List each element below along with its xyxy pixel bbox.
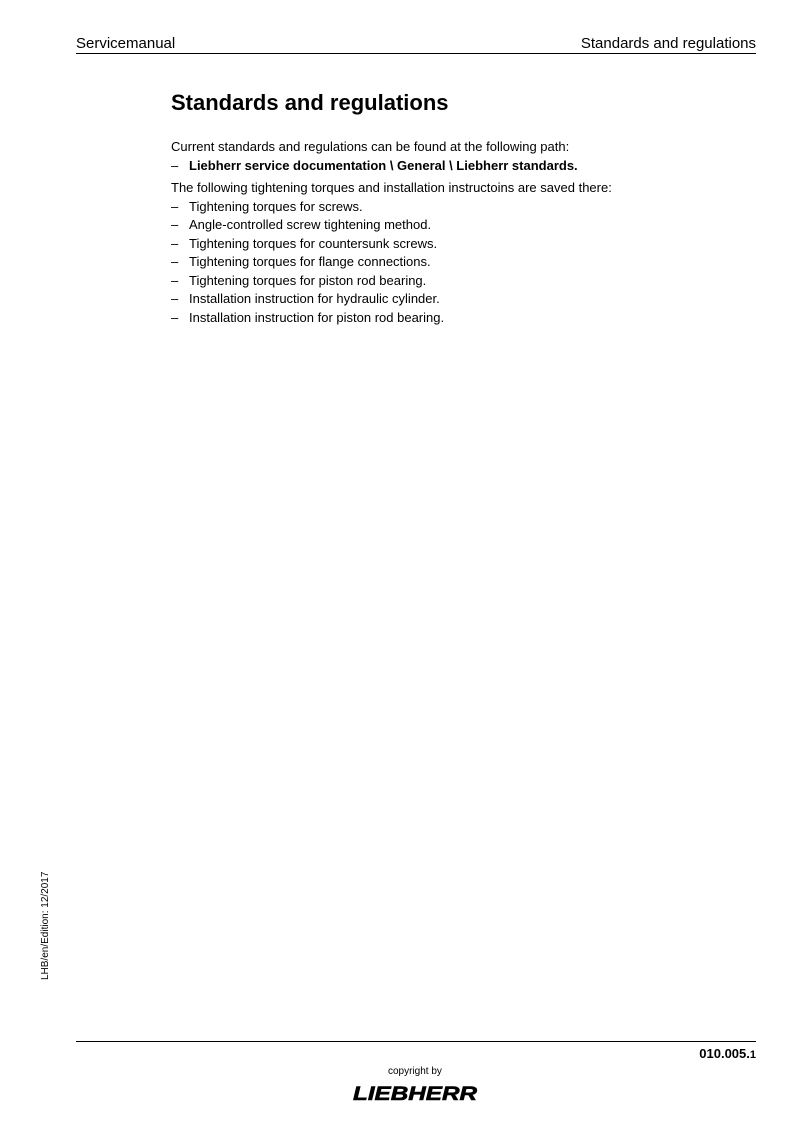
copyright-label: copyright by: [388, 1066, 442, 1077]
list-item: [171, 235, 731, 254]
path-list-item: [171, 157, 731, 176]
main-content: [171, 138, 731, 327]
dash-marker: –: [171, 291, 179, 306]
page-number: [699, 1046, 756, 1063]
list-item-text: Tightening torques for piston rod bearing.: [189, 272, 427, 288]
list-item: [171, 272, 731, 291]
list-item-text: Installation instruction for piston rod bearing.: [189, 309, 445, 325]
list-item-text: Installation instruction for hydraulic cylinder.: [189, 291, 440, 306]
header-manual-name: Servicemanual: [76, 35, 176, 52]
list-intro-paragraph: The following tightening torques and installation instructoins are saved there:: [171, 180, 612, 195]
dash-marker: –: [171, 198, 179, 214]
list-item: [171, 253, 731, 272]
footer-divider: [76, 1041, 756, 1042]
list-item-text: Angle-controlled screw tightening method.: [189, 217, 432, 232]
header-divider: [76, 53, 756, 54]
dash-marker: –: [171, 157, 179, 173]
dash-marker: –: [171, 309, 179, 325]
intro-paragraph: Current standards and regulations can be found at the following path:: [171, 139, 570, 154]
dash-marker: –: [171, 272, 179, 288]
logo-text: LIEBHERR: [353, 1084, 478, 1103]
list-item: [171, 198, 731, 217]
list-item: [171, 309, 731, 328]
page-number-sub: 1: [749, 1049, 756, 1061]
list-item-text: Tightening torques for flange connections.: [189, 254, 431, 269]
liebherr-logo: [352, 1083, 478, 1103]
page-title: Standards and regulations: [171, 90, 449, 115]
path-list: [171, 157, 731, 176]
edition-note: LHB/en/Edition: 12/2017: [40, 871, 51, 980]
list-item: [171, 290, 731, 309]
documentation-path: Liebherr service documentation \ General \ Liebherr standards.: [189, 157, 578, 173]
list-item: [171, 216, 731, 235]
list-item-text: Tightening torques for screws.: [189, 198, 363, 214]
page-number-main: 010.005.: [699, 1046, 750, 1061]
header-section-name: Standards and regulations: [580, 35, 756, 52]
dash-marker: –: [171, 235, 179, 251]
dash-marker: –: [171, 254, 179, 269]
dash-marker: –: [171, 217, 179, 232]
torque-list: [171, 198, 731, 328]
list-item-text: Tightening torques for countersunk screws.: [189, 235, 438, 251]
